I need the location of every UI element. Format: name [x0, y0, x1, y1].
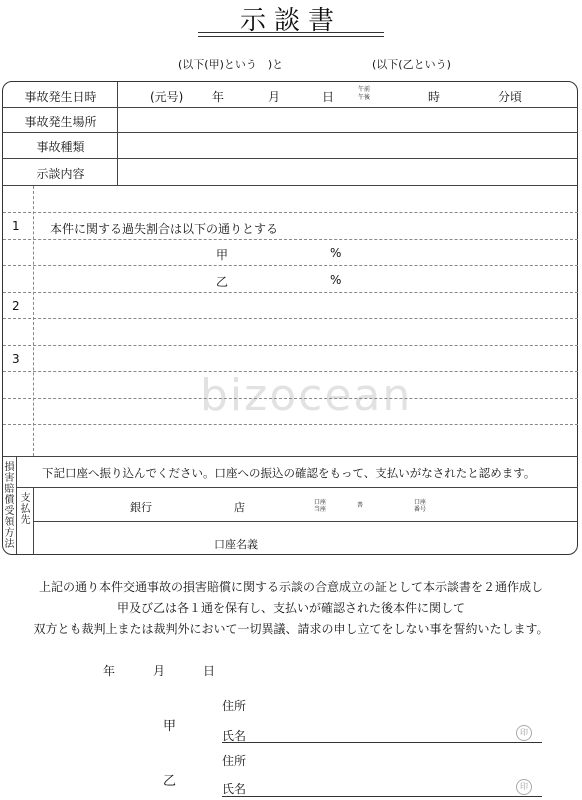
sign-year-label: 年: [103, 664, 116, 678]
minute-label: 分頃: [498, 90, 523, 104]
seal-mark-b: 印: [516, 779, 532, 795]
item-number-1: 1: [12, 219, 20, 233]
party-a-name-label: 氏名: [222, 729, 247, 743]
party-b-name-label: 氏名: [222, 782, 247, 796]
dashed-row: [3, 292, 578, 293]
dashed-row: [3, 318, 578, 319]
dashed-row: [3, 239, 578, 240]
party-b-definition: (以下(乙という): [372, 58, 451, 71]
number-column-divider: [33, 186, 34, 456]
branch-label: 店: [234, 501, 245, 514]
ratio-party-a: 甲: [216, 248, 229, 262]
document-title: 示談書: [239, 6, 342, 36]
section-divider: [3, 456, 578, 457]
year-label: 年: [212, 90, 225, 104]
sign-day-label: 日: [203, 664, 216, 678]
month-label: 月: [268, 90, 281, 104]
account-type-ordinary: 普: [356, 502, 363, 509]
item-number-3: 3: [12, 352, 20, 366]
ratio-party-b: 乙: [216, 275, 229, 289]
account-number-label-2: 番号: [413, 506, 426, 513]
watermark: bizocean: [200, 370, 413, 421]
accident-date-label: 事故発生日時: [24, 90, 97, 104]
row-divider: [17, 487, 578, 488]
account-type-label: 口座: [313, 499, 326, 506]
party-a-definition: (以下(甲)という )と: [178, 58, 284, 71]
percent-a: %: [330, 246, 342, 260]
title-underline: [198, 32, 384, 33]
party-b-address-label: 住所: [222, 754, 247, 768]
method-column-divider: [16, 457, 17, 554]
agreement-line-2: 甲及び乙は各１通を保有し、支払いが確認された後本件に関して: [116, 601, 465, 615]
agreement-line-1: 上記の通り本件交通事故の損害賠償に関する示談の合意成立の証として本示談書を２通作成し: [38, 580, 543, 594]
fault-ratio-text: 本件に関する過失割合は以下の通りとする: [50, 222, 279, 236]
payee-label: 支払先: [20, 493, 31, 526]
day-label: 日: [322, 90, 335, 104]
payment-method-label: 損害賠償受領方法: [4, 462, 15, 550]
settlement-content-label: 示談内容: [36, 167, 85, 181]
era-label: (元号): [150, 90, 184, 104]
label-column-divider: [117, 82, 118, 186]
party-b-signature-line: [222, 796, 542, 797]
accident-place-label: 事故発生場所: [24, 115, 97, 129]
accident-type-label: 事故種類: [36, 140, 85, 154]
dashed-row: [3, 212, 578, 213]
dashed-row: [3, 265, 578, 266]
dashed-row: [3, 371, 578, 372]
seal-mark-a: 印: [516, 725, 532, 741]
row-divider: [3, 158, 578, 159]
party-a-label: 甲: [163, 719, 177, 734]
dashed-row: [3, 345, 578, 346]
agreement-line-3: 双方とも裁判上または裁判外において一切異議、請求の申し立てをしない事を誓約いたします。: [33, 622, 549, 636]
row-divider: [3, 107, 578, 108]
transfer-instruction: 下記口座へ振り込んでください。口座への振込の確認をもって、支払いがなされたと認めます。: [42, 466, 536, 480]
am-label: 午前: [357, 86, 370, 93]
title-underline: [198, 36, 384, 37]
item-number-2: 2: [12, 299, 20, 313]
pm-label: 午後: [357, 94, 370, 101]
sign-month-label: 月: [153, 664, 166, 678]
bank-label: 銀行: [130, 501, 152, 514]
party-a-signature-line: [222, 742, 542, 743]
hour-label: 時: [428, 90, 441, 104]
account-number-label: 口座: [413, 499, 426, 506]
dashed-row: [3, 398, 578, 399]
row-divider: [3, 132, 578, 133]
row-divider: [3, 185, 578, 186]
percent-b: %: [330, 273, 342, 287]
party-b-label: 乙: [163, 774, 177, 789]
dashed-row: [3, 424, 578, 425]
party-a-address-label: 住所: [222, 699, 247, 713]
row-divider: [34, 521, 578, 522]
account-type-current: 当座: [313, 506, 326, 513]
account-holder-label: 口座名義: [214, 538, 258, 551]
